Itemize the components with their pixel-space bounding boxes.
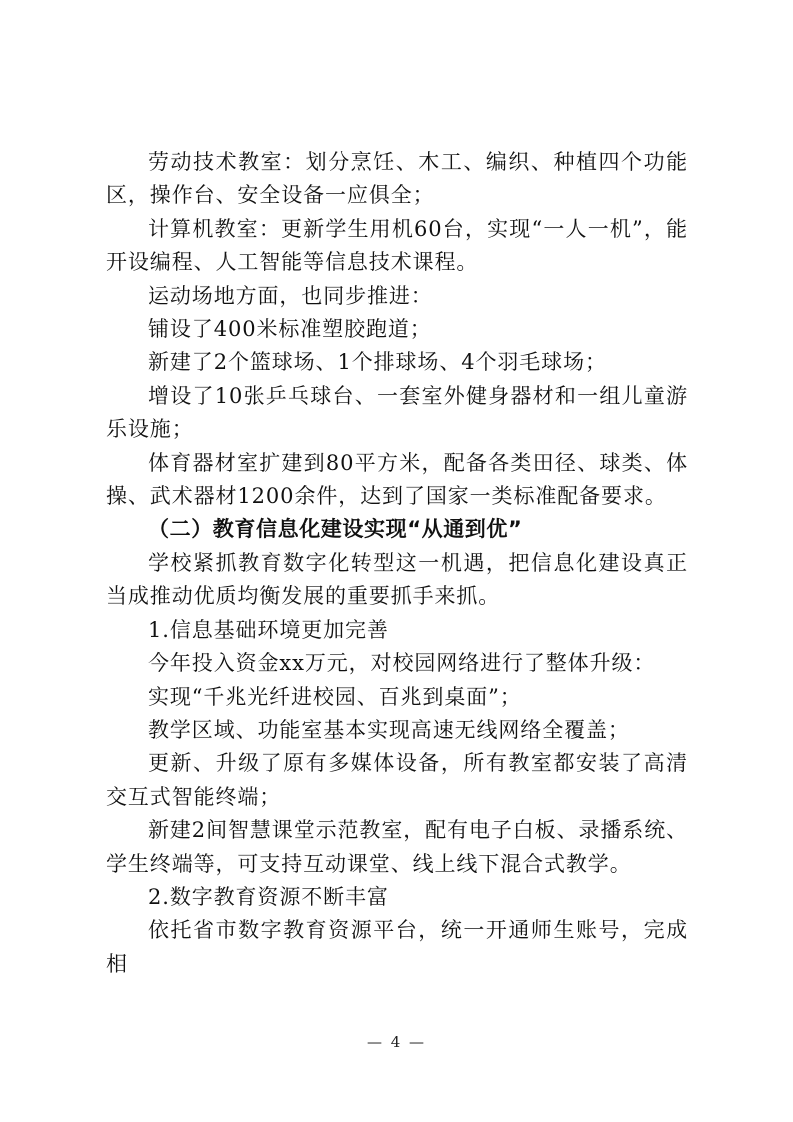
paragraph: 依托省市数字教育资源平台，统一开通师生账号，完成相 [106, 918, 688, 976]
paragraph: 计算机教室：更新学生用机60台，实现“一人一机”，能开设编程、人工智能等信息技术课程。 [106, 216, 688, 275]
paragraph: 新建2间智慧课堂示范教室，配有电子白板、录播系统、学生终端等，可支持互动课堂、线上线下混合式教学。 [106, 818, 688, 876]
section-heading: （二）教育信息化建设实现“从通到优” [148, 517, 523, 542]
paragraph: 增设了10张乒乓球台、一套室外健身器材和一组儿童游乐设施； [106, 383, 688, 442]
paragraph: 铺设了400米标准塑胶跑道； [148, 317, 432, 342]
paragraph: 学校紧抓教育数字化转型这一机遇，把信息化建设真正当成推动优质均衡发展的重要抓手来抓。 [106, 550, 688, 609]
paragraph: 运动场地方面，也同步推进： [148, 283, 433, 308]
paragraph: 劳动技术教室：划分烹饪、木工、编织、种植四个功能区，操作台、安全设备一应俱全； [106, 150, 688, 208]
subsection-heading: 2.数字教育资源不断丰富 [148, 884, 389, 909]
paragraph: 新建了2个篮球场、1个排球场、4个羽毛球场； [148, 350, 607, 375]
page-number: — 4 — [366, 1033, 427, 1051]
paragraph: 实现“千兆光纤进校园、百兆到桌面”； [148, 684, 522, 709]
subsection-heading: 1.信息基础环境更加完善 [148, 617, 389, 642]
paragraph: 体育器材室扩建到80平方米，配备各类田径、球类、体操、武术器材1200余件，达到了国家一类标准配备要求。 [106, 450, 688, 509]
document-body [106, 146, 688, 981]
paragraph: 教学区域、功能室基本实现高速无线网络全覆盖； [148, 717, 630, 742]
paragraph: 更新、升级了原有多媒体设备，所有教室都安装了高清交互式智能终端； [106, 751, 688, 809]
paragraph: 今年投入资金xx万元，对校园网络进行了整体升级： [148, 651, 656, 676]
